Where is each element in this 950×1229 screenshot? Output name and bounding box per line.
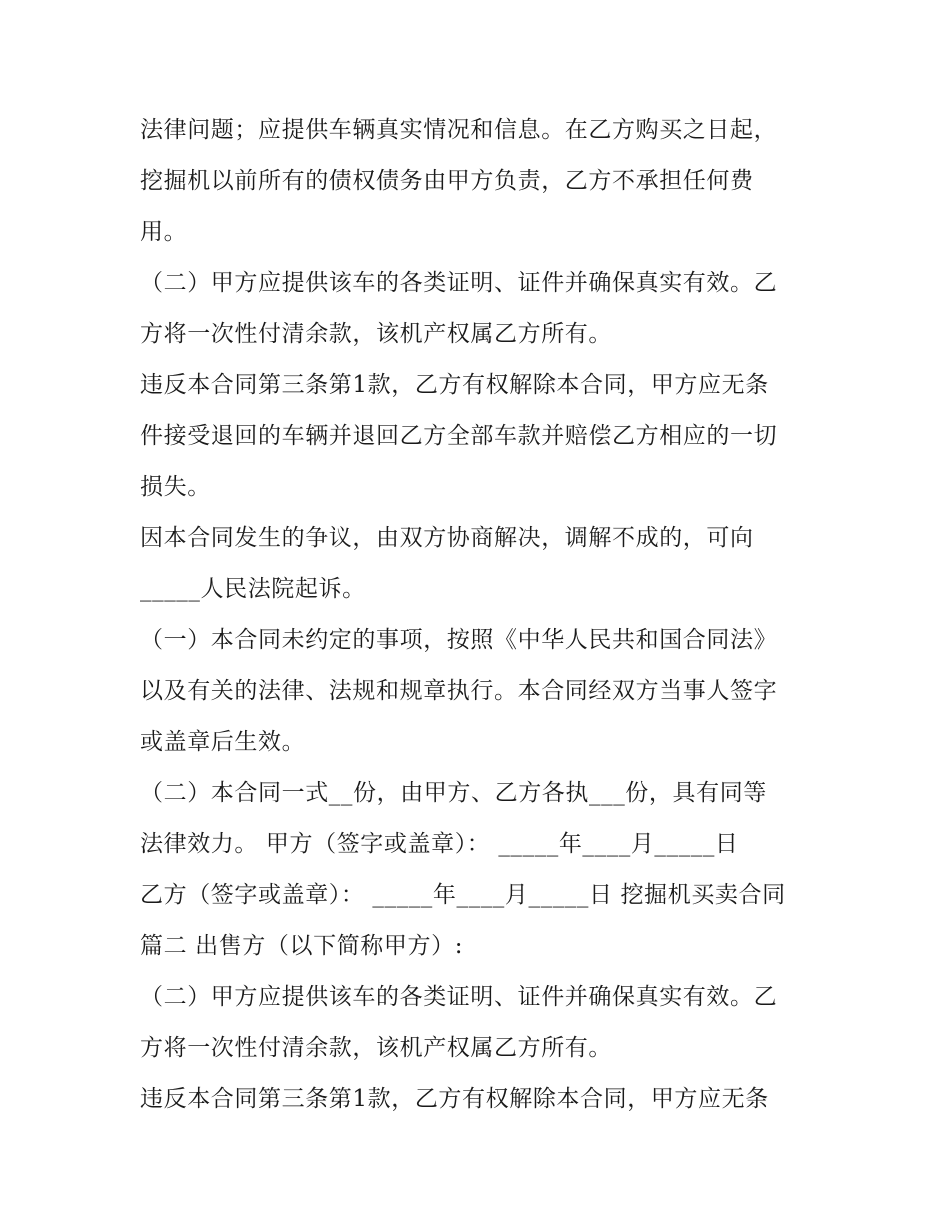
text-line: （二）甲方应提供该车的各类证明、证件并确保真实有效。乙 (140, 984, 778, 1010)
text-line: 件接受退回的车辆并退回乙方全部车款并赔偿乙方相应的一切 (140, 423, 778, 449)
text-line: 方将一次性付清余款，该机产权属乙方所有。 (140, 1035, 612, 1061)
text-line: （一）本合同未约定的事项，按照《中华人民共和国合同法》 (140, 627, 778, 653)
text-line: 因本合同发生的争议，由双方协商解决，调解不成的，可向 (140, 525, 754, 551)
text-line: （二）甲方应提供该车的各类证明、证件并确保真实有效。乙 (140, 270, 778, 296)
text-line: 方将一次性付清余款，该机产权属乙方所有。 (140, 321, 612, 347)
text-line: 乙方（签字或盖章）： _____年____月_____日 挖掘机买卖合同 (140, 882, 786, 908)
text-line: _____人民法院起诉。 (140, 576, 366, 602)
text-line: 违反本合同第三条第1款，乙方有权解除本合同，甲方应无条 (140, 372, 769, 398)
text-line: （二）本合同一式__份，由甲方、乙方各执___份，具有同等 (140, 780, 767, 806)
text-line: 损失。 (140, 474, 211, 500)
text-line: 以及有关的法律、法规和规章执行。本合同经双方当事人签字 (140, 678, 778, 704)
text-line: 篇二 出售方（以下简称甲方）: (140, 933, 464, 959)
text-line: 法律效力。 甲方（签字或盖章）： _____年____月_____日 (140, 831, 739, 857)
text-line: 违反本合同第三条第1款，乙方有权解除本合同，甲方应无条 (140, 1086, 769, 1112)
text-line: 法律问题；应提供车辆真实情况和信息。在乙方购买之日起， (140, 117, 778, 143)
text-line: 用。 (140, 219, 188, 245)
text-line: 或盖章后生效。 (140, 729, 306, 755)
text-line: 挖掘机以前所有的债权债务由甲方负责，乙方不承担任何费 (140, 168, 754, 194)
